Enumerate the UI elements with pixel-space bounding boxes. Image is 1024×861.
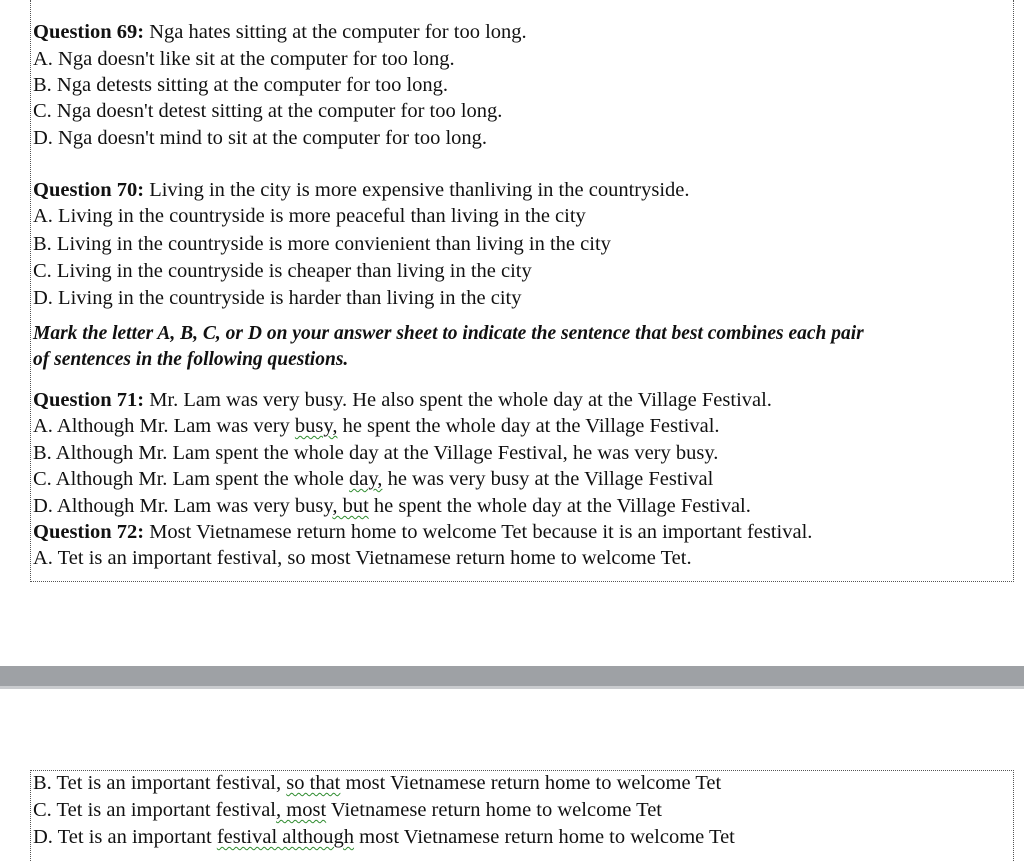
option-text: C. Although Mr. Lam spent the whole xyxy=(33,468,350,490)
option-text: he spent the whole day at the Village Festival. xyxy=(368,495,751,517)
option-text: he was very busy at the Village Festival xyxy=(382,468,714,490)
q71-option-a xyxy=(33,413,720,439)
page-separator-shadow xyxy=(0,686,1024,689)
question-label: Question 70: xyxy=(33,179,145,201)
grammar-flag: so that xyxy=(286,772,341,794)
q69-option-b: B. Nga detests sitting at the computer for too long. xyxy=(33,74,449,96)
option-text: most Vietnamese return home to welcome Tet xyxy=(354,826,735,848)
question-70 xyxy=(33,177,690,203)
q71-option-c xyxy=(33,466,713,492)
question-label: Question 71: xyxy=(33,389,145,411)
q70-option-b: B. Living in the countryside is more convienient than living in the city xyxy=(33,233,611,255)
option-text: Vietnamese return home to welcome Tet xyxy=(326,799,662,821)
question-69 xyxy=(33,19,527,45)
q72-option-b xyxy=(33,770,721,796)
instruction-line-1: Mark the letter A, B, C, or D on your answer sheet to indicate the sentence that best combines each pair xyxy=(33,323,864,344)
question-text: Living in the city is more expensive thanliving in the countryside. xyxy=(144,179,690,201)
question-text: Most Vietnamese return home to welcome Tet because it is an important festival. xyxy=(144,521,813,543)
question-72 xyxy=(33,519,812,545)
q69-option-a: A. Nga doesn't like sit at the computer for too long. xyxy=(33,48,455,70)
q70-option-a: A. Living in the countryside is more peaceful than living in the city xyxy=(33,205,586,227)
question-text: Mr. Lam was very busy. He also spent the whole day at the Village Festival. xyxy=(144,389,772,411)
question-label: Question 69: xyxy=(33,21,145,43)
grammar-flag: festival although xyxy=(216,826,355,848)
grammar-flag: day, xyxy=(349,468,383,490)
option-text: he spent the whole day at the Village Festival. xyxy=(337,415,720,437)
q71-option-d xyxy=(33,493,751,519)
q70-option-d: D. Living in the countryside is harder than living in the city xyxy=(33,287,522,309)
option-text: C. Tet is an important festival xyxy=(33,799,277,821)
instruction-line-2: of sentences in the following questions. xyxy=(33,349,349,370)
q69-option-c: C. Nga doesn't detest sitting at the computer for too long. xyxy=(33,100,503,122)
option-text: most Vietnamese return home to welcome Tet xyxy=(340,772,722,794)
q70-option-c: C. Living in the countryside is cheaper than living in the city xyxy=(33,260,532,282)
page-separator xyxy=(0,666,1024,686)
q72-option-a: A. Tet is an important festival, so most Vietnamese return home to welcome Tet. xyxy=(33,547,692,569)
q72-option-c xyxy=(33,797,662,823)
grammar-flag: , most xyxy=(276,799,327,821)
option-text: B. Tet is an important festival, xyxy=(33,772,287,794)
question-label: Question 72: xyxy=(33,521,145,543)
q71-option-b: B. Although Mr. Lam spent the whole day at the Village Festival, he was very busy. xyxy=(33,442,719,464)
option-text: D. Although Mr. Lam was very busy xyxy=(33,495,333,517)
option-text: D. Tet is an important xyxy=(33,826,217,848)
q72-option-d xyxy=(33,824,735,850)
q69-option-d: D. Nga doesn't mind to sit at the computer for too long. xyxy=(33,127,488,149)
option-text: A. Although Mr. Lam was very xyxy=(33,415,295,437)
grammar-flag: , but xyxy=(332,495,369,517)
question-text: Nga hates sitting at the computer for too long. xyxy=(144,21,527,43)
question-71 xyxy=(33,387,772,413)
grammar-flag: busy, xyxy=(294,415,338,437)
